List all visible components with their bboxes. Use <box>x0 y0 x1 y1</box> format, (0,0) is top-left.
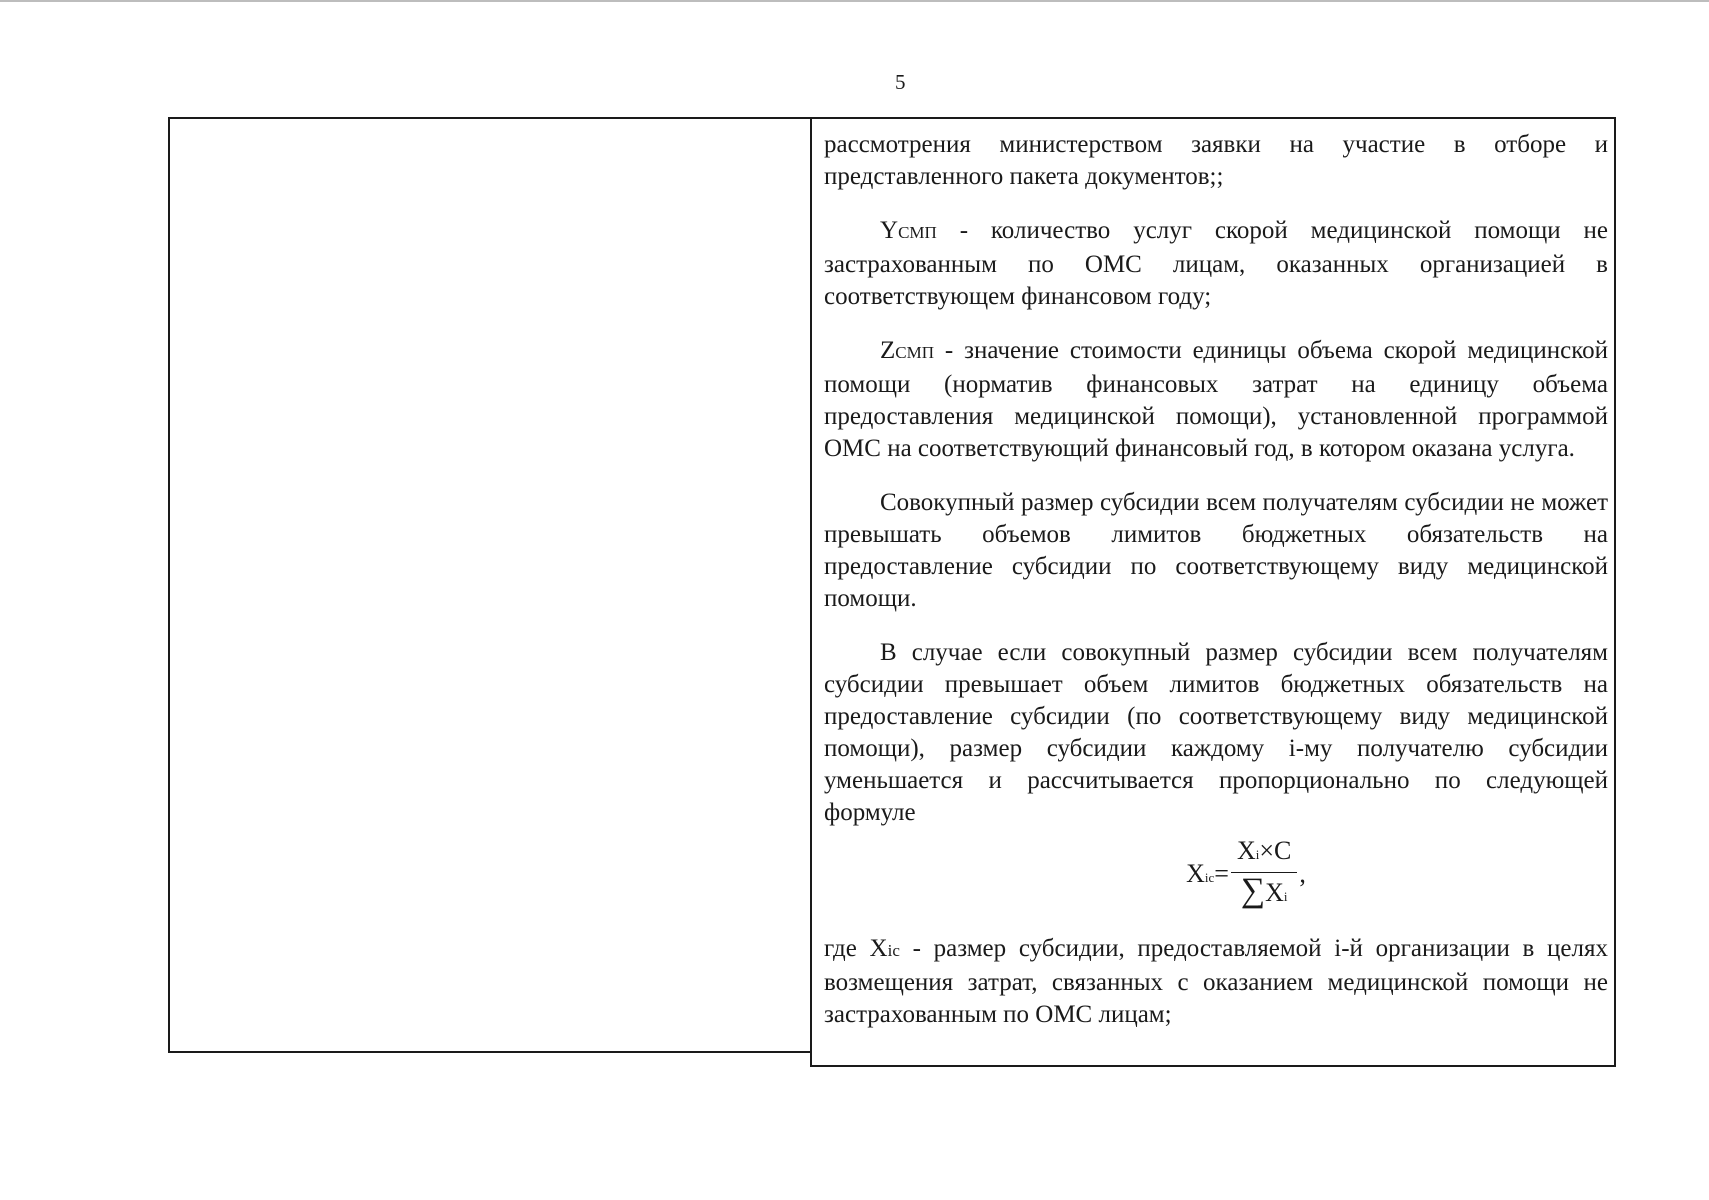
formula-equals: = <box>1214 859 1229 888</box>
numerator-symbol: X <box>1236 835 1256 865</box>
paragraph-text: - размер субсидии, предоставляемой i-й организации в целях возмещения затрат, связанных с оказанием медицинской помощи не застрахованным по ОМС лицам; <box>824 935 1608 1028</box>
numerator-subscript: i <box>1255 846 1260 862</box>
numerator-operator: ×C <box>1259 835 1292 865</box>
symbol-z: Z <box>880 337 896 364</box>
paragraph-text: - количество услуг скорой медицинской помощи не застрахованным по ОМС лицам, оказанных организацией в соответствующем финансовом году; <box>824 217 1608 310</box>
paragraph-proportional-reduction <box>824 637 1608 829</box>
symbol-y: Y <box>880 217 899 244</box>
symbol-subscript: СМП <box>898 223 937 242</box>
paragraph-application-review <box>824 129 1608 193</box>
document-table <box>168 117 1616 1057</box>
table-right-column <box>810 117 1616 1067</box>
formula-fraction <box>1231 836 1297 913</box>
denominator-subscript: i <box>1283 888 1288 904</box>
symbol-subscript: ic <box>887 941 900 960</box>
formula-lhs <box>1186 859 1229 889</box>
symbol-subscript: СМП <box>895 343 935 362</box>
page-number: 5 <box>895 70 906 94</box>
paragraph-text: рассмотрения министерством заявки на участие в отборе и представленного пакета документов;; <box>824 131 1608 190</box>
formula-numerator <box>1231 836 1297 873</box>
paragraph-xic-definition <box>824 933 1608 1031</box>
sigma-symbol: ∑ <box>1240 871 1266 909</box>
denominator-symbol: X <box>1265 877 1284 907</box>
paragraph-lead: где X <box>824 935 888 962</box>
formula-lhs-subscript: ic <box>1204 870 1215 885</box>
table-left-column <box>168 117 812 1053</box>
paragraph-text: Совокупный размер субсидии всем получателям субсидии не может превышать объемов лимитов бюджетных обязательств на предоставление субсидии по соответствующему виду медицинской помощи. <box>824 489 1608 612</box>
paragraph-subsidy-limit <box>824 487 1608 615</box>
formula-denominator <box>1235 873 1294 913</box>
paragraph-zsmp-definition <box>824 335 1608 465</box>
formula-trailing-comma: , <box>1299 859 1306 888</box>
paragraph-text: - значение стоимости единицы объема скорой медицинской помощи (норматив финансовых затрат на единицу объема предоставления медицинской помощи), установленной программой ОМС на соответствующий финансовый год, в котором оказана услуга. <box>824 337 1608 462</box>
paragraph-ysmp-definition <box>824 215 1608 313</box>
page-top-edge <box>0 0 1709 2</box>
subsidy-formula <box>824 831 1608 917</box>
formula-lhs-symbol: X <box>1186 859 1205 888</box>
paragraph-text: В случае если совокупный размер субсидии всем получателям субсидии превышает объем лимитов бюджетных обязательств на предоставление субсидии (по соответствующему виду медицинской помощи), размер субсидии каждому i-му получателю субсидии уменьшается и рассчитывается пропорционально по следующей формуле <box>824 639 1608 826</box>
